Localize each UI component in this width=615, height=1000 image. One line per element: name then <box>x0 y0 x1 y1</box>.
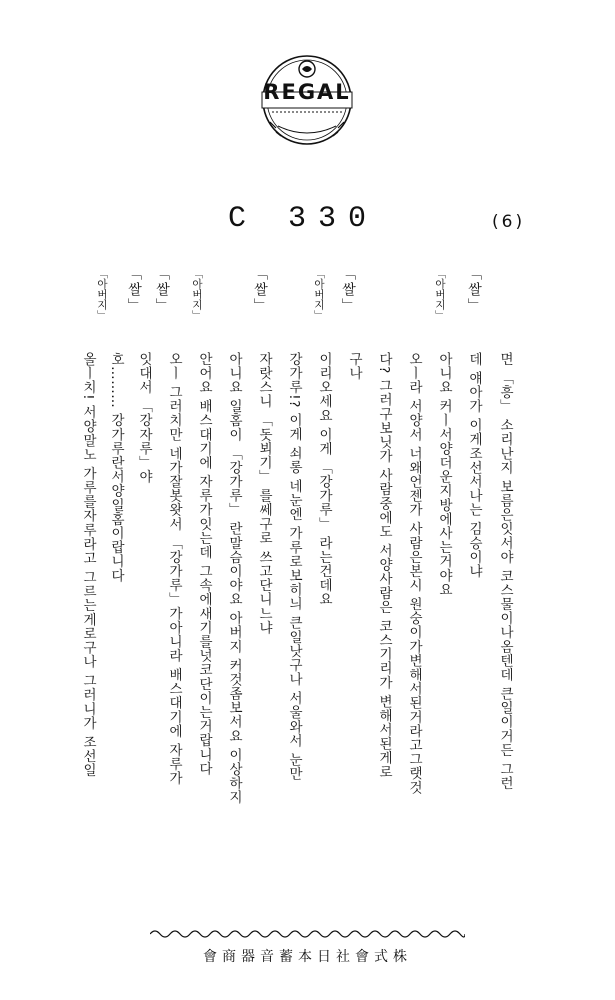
speaker-label: 「쌀」 <box>126 266 142 314</box>
text-column: 다? 그러구보닛가 사람중에도 서양사람은 코스기리가 변해서된게로 <box>376 352 392 780</box>
text-column: 이리오세요 이게 「강가루」 라는건데요 <box>316 352 332 607</box>
brand-wordmark: REGAL <box>263 80 351 104</box>
text-column: 아니요 일홈이 「강가루」 란말슴이야요 아버지 커것좀보서요 이상하지 <box>226 352 242 805</box>
text-column: 안어요 배스대기에 자루가잇는데 그속에새기를넛코단이는거랍니다 <box>196 352 212 776</box>
publisher-footer: 會商器音蓄本日社會式株 <box>203 949 412 965</box>
text-column: 자랏스니 「돗뵈기」 를쎄구로 쓰고단니느냐 <box>256 352 272 635</box>
speaker-label: 「쌀」 <box>466 266 482 314</box>
speaker-label: 「아버지」 <box>313 268 325 321</box>
text-column: 면 「흥」 소리난지 보름은잇서야 코스물이나옴텐데 큰일이거든 그런 <box>497 352 513 791</box>
text-column: 아니요 커ㅣ서양더운지방에사는거야요 <box>436 352 452 597</box>
text-column: 올ㅣ치! 서양말노 가루를자루라고 그르는게로구나 그러니가 조선일 <box>80 352 96 778</box>
text-column: 오ㅣ 그러치만 네가잘봇왓서 「강가루」가아니라 배스대기에 자루가 <box>166 352 182 786</box>
text-column: 호……… 강가루란서양일홈이랍니다 <box>108 352 124 583</box>
text-column: 구나 <box>346 352 362 381</box>
text-column: 잇대서 「강자루」야 <box>136 352 152 484</box>
speaker-label: 「아버지」 <box>434 268 446 321</box>
page-number: (6) <box>492 212 526 232</box>
catalog-number: C 330 <box>228 202 379 236</box>
speaker-label: 「쌀」 <box>252 266 268 314</box>
text-column: 강가루!? 이게 쇠롱 네눈엔 가루로보히늬 큰일낫구나 서울와서 눈만 <box>286 352 302 781</box>
wavy-divider <box>150 928 465 940</box>
speaker-label: 「쌀」 <box>340 266 356 314</box>
regal-logo <box>248 52 366 148</box>
speaker-label: 「아버지」 <box>191 268 203 321</box>
text-column: 데 얘아가 이게조선서나는 김승이냐 <box>466 352 482 579</box>
speaker-label: 「아버지」 <box>96 268 108 321</box>
speaker-label: 「쌀」 <box>154 266 170 314</box>
text-column: 오ㅣ라 서양서 너왜언젠가 사람은본시 원숭이가변해서된거라고그랫것 <box>406 352 422 795</box>
